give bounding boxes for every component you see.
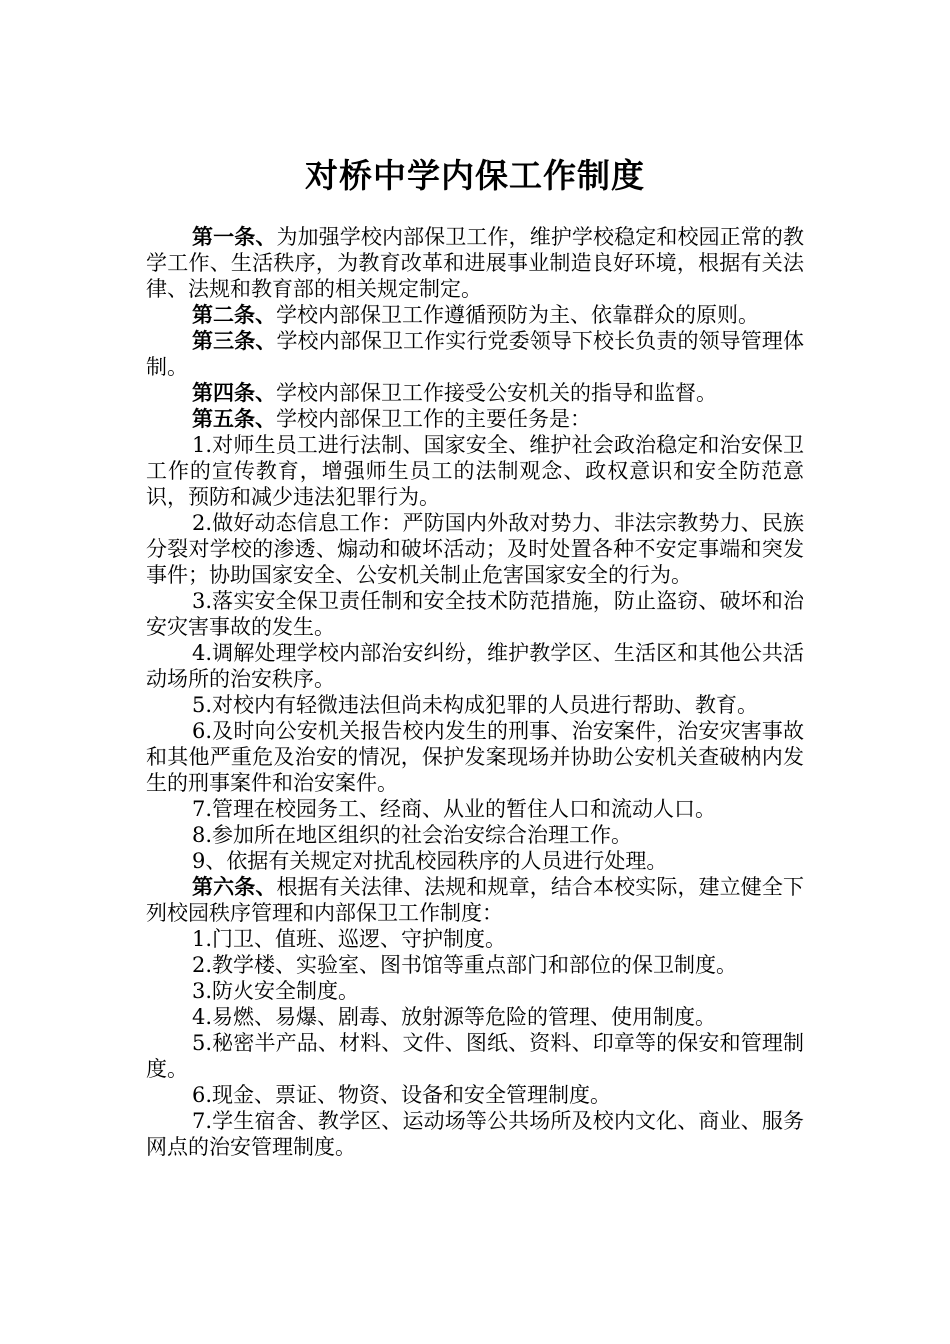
paragraph-text: 为加强学校内部保卫工作，维护学校稳定和校园正常的教学工作、生活秩序，为教育改革和进展事业制造良好环境，根据有关法律、法规和教育部的相关规定制定。 [146,225,805,301]
list-item [146,510,804,588]
list-item-text: 2.教学楼、实验室、图书馆等重点部门和部位的保卫制度。 [192,953,738,977]
article-heading: 第三条、 [192,329,277,353]
list-item-text: 4.调解处理学校内部治安纠纷，维护教学区、生活区和其他公共活动场所的治安秩序。 [146,641,804,691]
list-item [146,640,804,692]
list-item-text: 6.现金、票证、物资、设备和安全管理制度。 [192,1083,612,1107]
paragraph [146,302,804,328]
list-item [146,432,804,510]
list-item [146,1004,804,1030]
article-heading: 第四条、 [192,381,276,405]
list-item [146,796,804,822]
list-item-text: 4.易燃、易爆、剧毒、放射源等危险的管理、使用制度。 [192,1005,717,1029]
list-item-text: 8.参加所在地区组织的社会治安综合治理工作。 [192,823,633,847]
article-heading: 第六条、 [192,875,277,899]
article-heading: 第五条、 [192,407,276,431]
list-item [146,926,804,952]
list-item-text: 2.做好动态信息工作：严防国内外敌对势力、非法宗教势力、民族分裂对学校的渗透、煽动和破坏活动；及时处置各种不安定事端和突发事件；协助国家安全、公安机关制止危害国家安全的行为。 [146,511,804,587]
paragraph-text: 学校内部保卫工作接受公安机关的指导和监督。 [276,381,717,405]
list-item [146,588,804,640]
list-item-text: 6.及时向公安机关报告校内发生的刑事、治安案件，治安灾害事故和其他严重危及治安的情况，保护发案现场并协助公安机关查破枘内发生的刑事案件和治安案件。 [146,719,804,795]
paragraph [146,406,804,432]
list-item-text: 7.学生宿舍、教学区、运动场等公共场所及校内文化、商业、服务网点的治安管理制度。 [146,1109,804,1159]
document-body [146,224,804,1160]
list-item [146,848,804,874]
list-item-text: 1.门卫、值班、巡逻、守护制度。 [192,927,507,951]
document-title: 对桥中学内保工作制度 [305,156,645,195]
paragraph-text: 学校内部保卫工作实行党委领导下校长负责的领导管理体制。 [146,329,805,379]
paragraph-text: 根据有关法律、法规和规章，结合本校实际，建立健全下列校园秩序管理和内部保卫工作制度： [146,875,805,925]
list-item [146,822,804,848]
paragraph [146,874,804,926]
list-item-text: 7.管理在校园务工、经商、从业的暂住人口和流动人口。 [192,797,717,821]
paragraph [146,328,804,380]
list-item [146,1082,804,1108]
list-item-text: 5.秘密半产品、材料、文件、图纸、资料、印章等的保安和管理制度。 [146,1031,804,1081]
list-item [146,1030,804,1082]
list-item-text: 1.对师生员工进行法制、国家安全、维护社会政治稳定和治安保卫工作的宣传教育，增强师生员工的法制观念、政权意识和安全防范意识，预防和减少违法犯罪行为。 [146,433,804,509]
list-item [146,692,804,718]
paragraph-text: 学校内部保卫工作的主要任务是： [276,407,591,431]
paragraph-text: 学校内部保卫工作遵循预防为主、依靠群众的原则。 [276,303,759,327]
list-item [146,952,804,978]
list-item-text: 3.落实安全保卫责任制和安全技术防范措施，防止盗窃、破坏和治安灾害事故的发生。 [146,589,804,639]
paragraph [146,380,804,406]
list-item-text: 3.防火安全制度。 [192,979,360,1003]
article-heading: 第一条、 [192,225,277,249]
paragraph [146,224,804,302]
article-heading: 第二条、 [192,303,276,327]
list-item [146,1108,804,1160]
list-item-text: 5.对校内有轻微违法但尚未构成犯罪的人员进行帮助、教育。 [192,693,759,717]
list-item [146,978,804,1004]
list-item [146,718,804,796]
list-item-text: 9、依据有关规定对扰乱校园秩序的人员进行处理。 [192,849,668,873]
